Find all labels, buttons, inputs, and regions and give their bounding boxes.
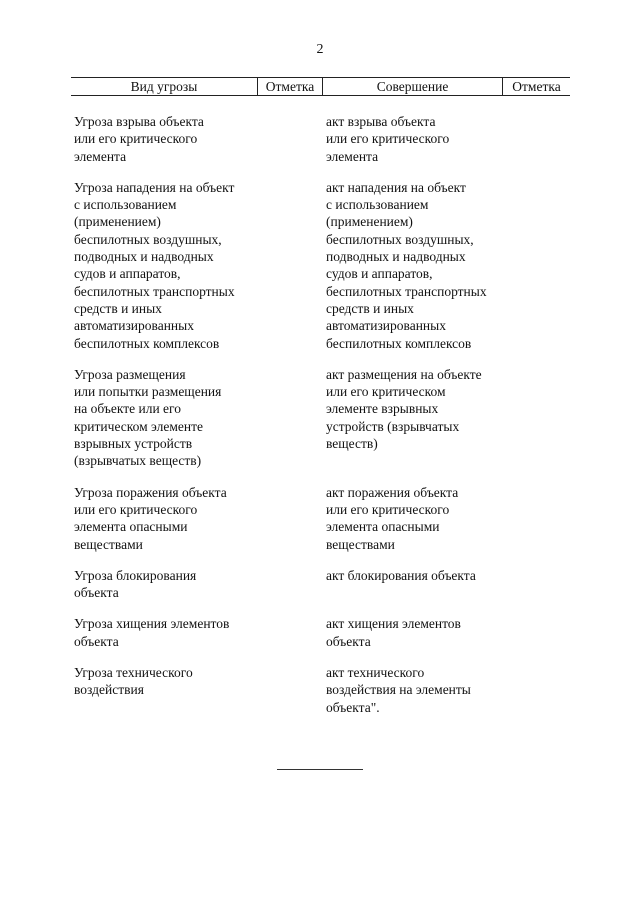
threat-cell: Угроза нападения на объект с использованием (применением) беспилотных воздушных, подводных и надводных судов и аппаратов, беспилотных транспортных средств и иных автоматизированных беспилотных комплексов [74,179,235,351]
table-row [74,366,574,470]
act-cell: акт размещения на объекте или его критическом элементе взрывных устройств (взрывчатых веществ) [326,366,482,452]
act-cell: акт блокирования объекта [326,567,476,583]
table-row [74,113,574,165]
header-mark-1: Отметка [257,78,322,95]
act-cell: акт поражения объекта или его критического элемента опасными веществами [326,484,459,552]
closing-rule [277,769,363,770]
table-row [74,179,574,352]
threat-cell: Угроза размещения или попытки размещения на объекте или его критическом элементе взрывных устройств (взрывчатых веществ) [74,366,222,469]
threat-cell: Угроза технического воздействия [74,665,193,698]
act-cell: акт технического воздействия на элементы объекта". [326,665,471,715]
threat-cell: Угроза поражения объекта или его критического элемента опасными веществами [74,484,227,552]
table-row [74,664,574,716]
table-row [74,484,574,553]
header-commission: Совершение [322,78,502,95]
act-cell: акт нападения на объект с использованием (применением) беспилотных воздушных, подводных и надводных судов и аппаратов, беспилотных транспортных средств и иных автоматизированных беспилотных комплексов [326,179,487,351]
act-cell: акт взрыва объекта или его критического элемента [326,114,450,164]
table-row [74,567,574,602]
act-cell: акт хищения элементов объекта [326,616,461,649]
page-number: 2 [316,42,324,57]
threat-cell: Угроза взрыва объекта или его критического элемента [74,114,204,164]
table-header [71,77,570,96]
table-row [74,615,574,650]
header-threat-type: Вид угрозы [130,79,198,94]
header-mark-2: Отметка [502,78,570,95]
threat-cell: Угроза блокирования объекта [74,567,197,601]
threat-table-body [74,113,574,730]
threat-cell: Угроза хищения элементов объекта [74,616,230,649]
